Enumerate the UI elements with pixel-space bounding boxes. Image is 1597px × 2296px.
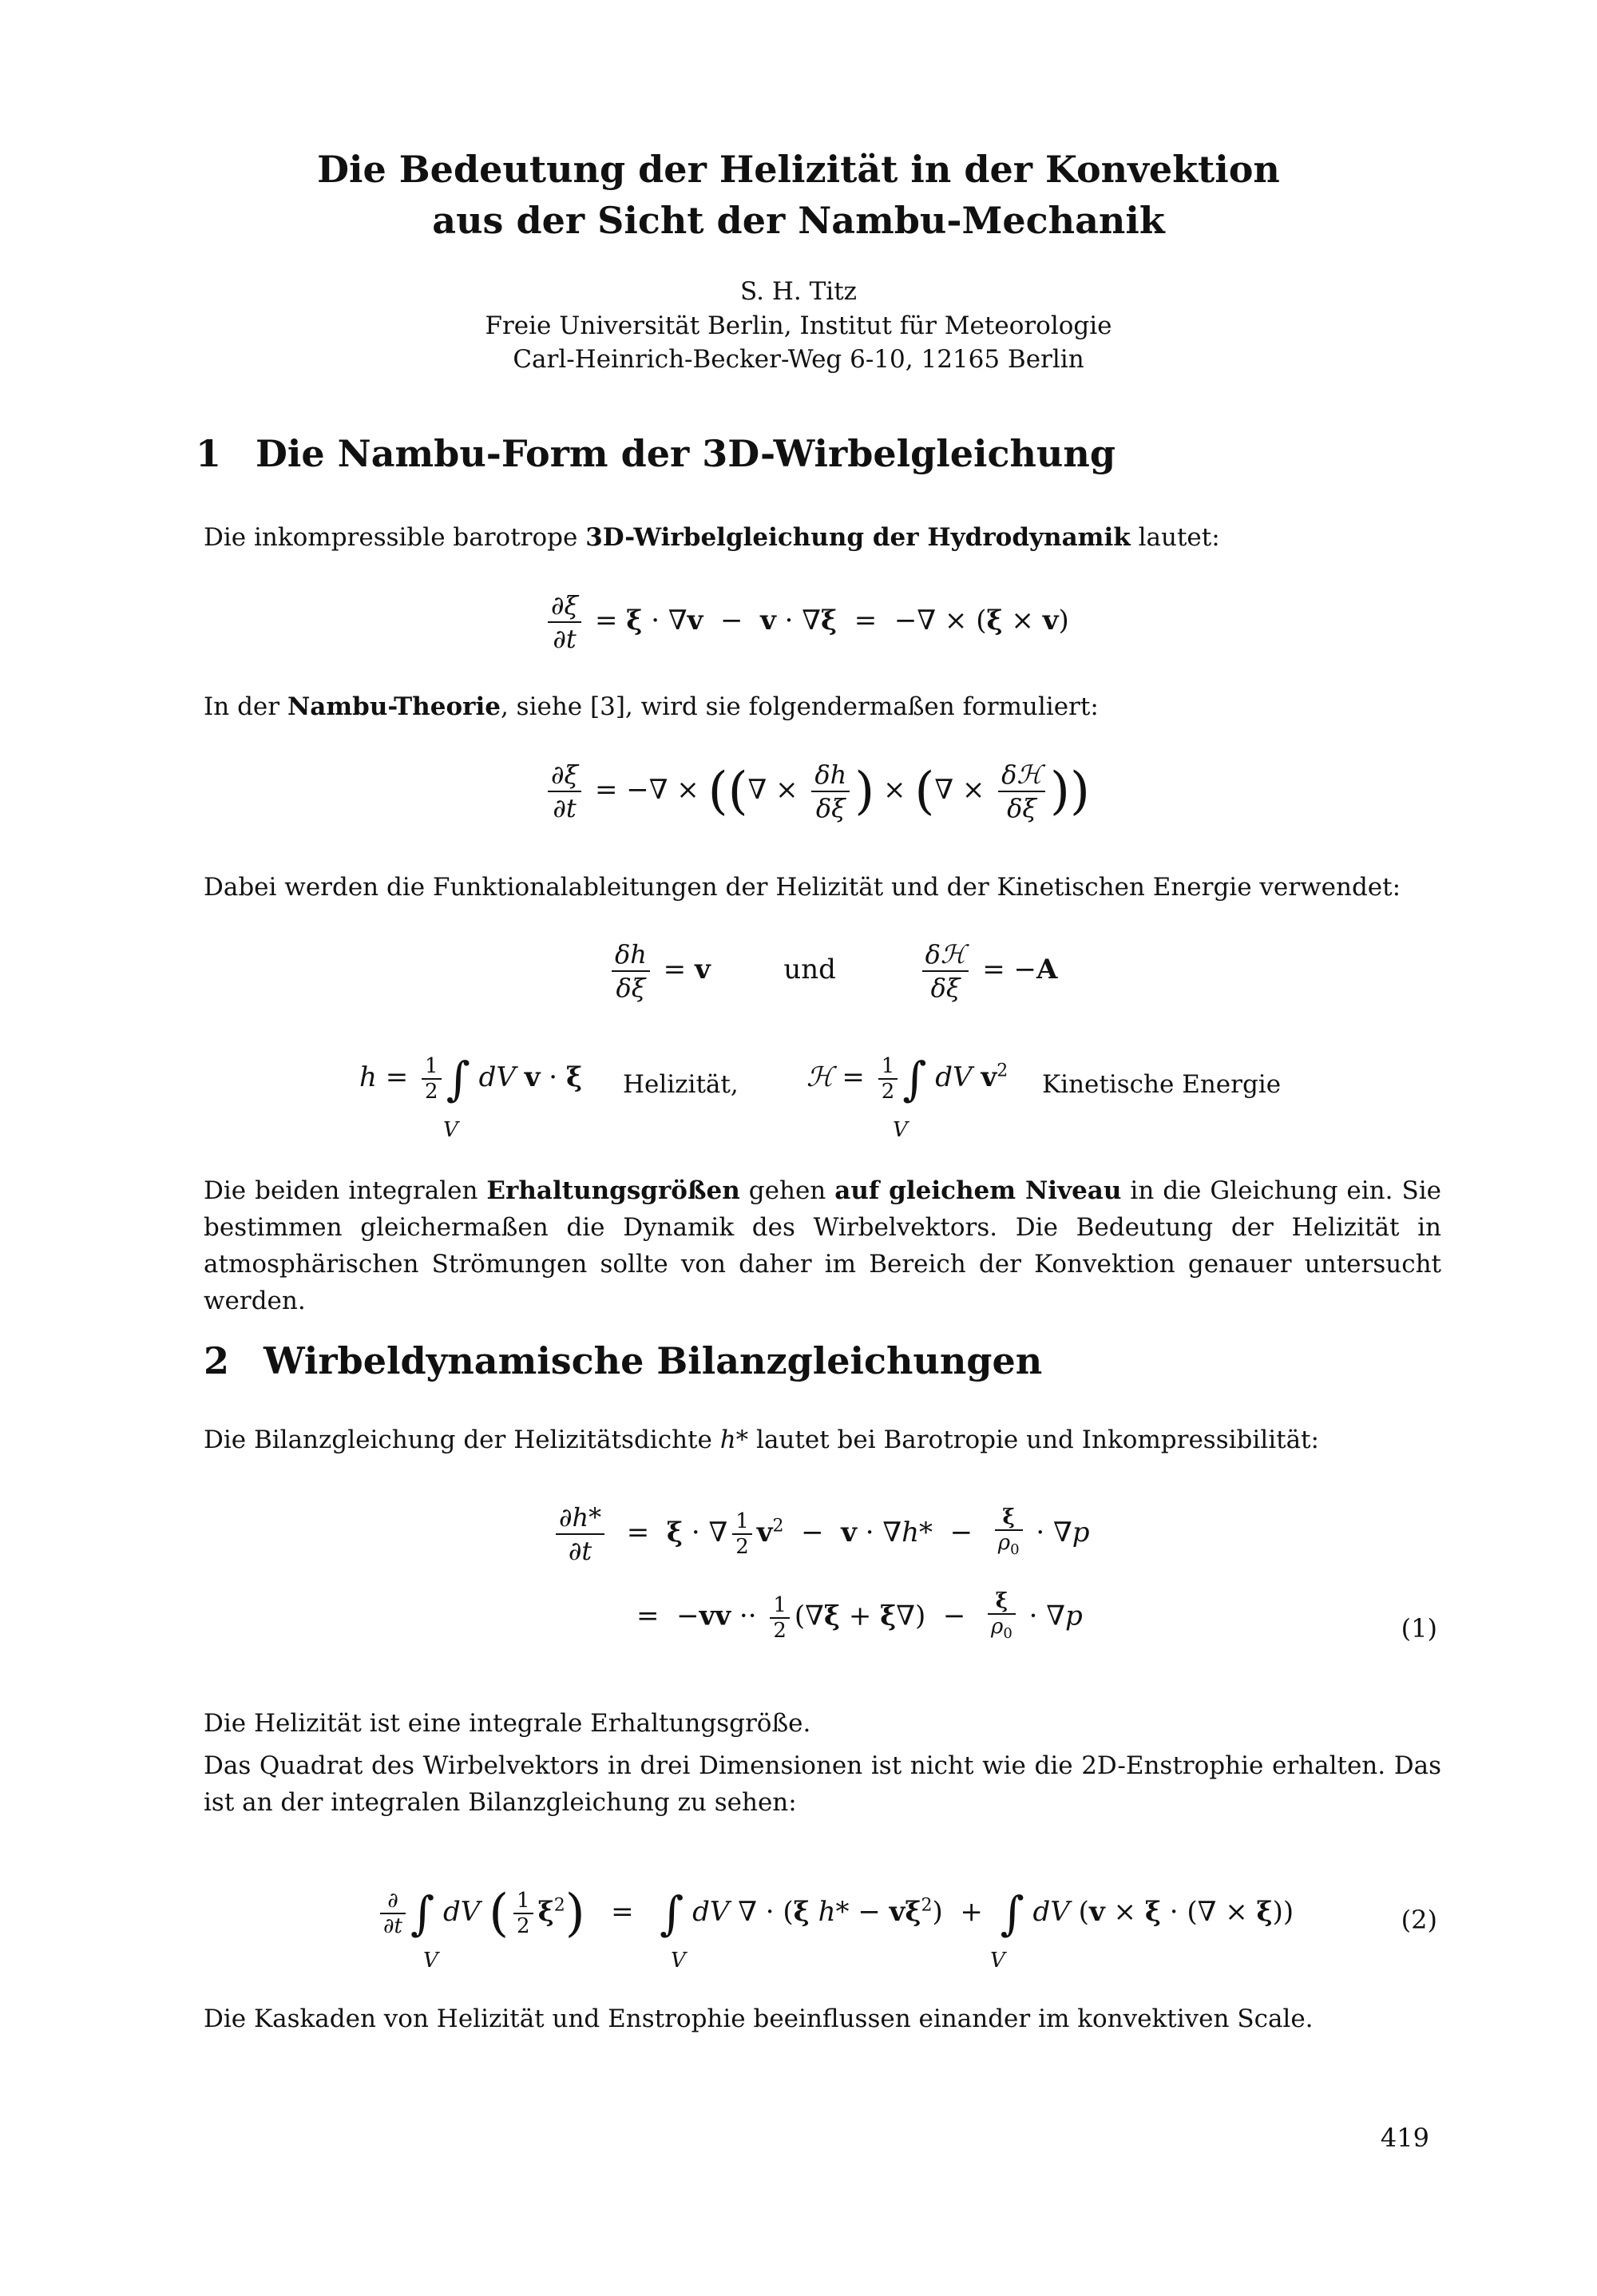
und-label: und <box>783 954 836 985</box>
integral-domain-v-4: V <box>671 1949 686 1973</box>
section-2-paragraph-4: Die Kaskaden von Helizität und Enstrophie beeinflussen einander im konvektiven Scale. <box>204 2005 1314 2033</box>
author-address: Carl-Heinrich-Becker-Weg 6-10, 12165 Berlin <box>513 345 1084 374</box>
section-2-paragraph-3: Das Quadrat des Wirbelvektors in drei Dimensionen ist nicht wie die 2D-Enstrophie erhalten. Das ist an der integralen Bilanzgleichung zu sehen: <box>204 1751 1441 1817</box>
section-1-paragraph-4: Die beiden integralen Erhaltungsgrößen gehen auf gleichem Niveau in die Gleichung ein. Sie bestimmen gleichermaßen die Dynamik des Wirbelvektors. Die Bedeutung der Helizität in atmosphärischen Strömungen sollte von daher im Bereich der Konvektion genauer untersucht werden. <box>204 1176 1441 1315</box>
section-1-title: Die Nambu-Form der 3D-Wirbelgleichung <box>256 432 1116 475</box>
equation-energy-definition: ℋ = $\frac{1}{2}$ ∫ dV $v^2$ <box>806 1052 1009 1106</box>
section-1-paragraph-1: Die inkompressible barotrope 3D-Wirbelgleichung der Hydrodynamik lautet: <box>204 523 1220 552</box>
section-2-number: 2 <box>204 1339 230 1382</box>
section-1-number: 1 <box>196 432 222 475</box>
paper-title-line-2: aus der Sicht der Nambu-Mechanik <box>432 199 1165 242</box>
section-2-paragraph-2: Die Helizität ist eine integrale Erhaltungsgröße. <box>204 1709 811 1738</box>
equation-2-number: (2) <box>1401 1905 1437 1935</box>
equation-1-number: (1) <box>1401 1613 1437 1644</box>
author-name: S. H. Titz <box>740 277 857 306</box>
equation-1-line-2: = −vv ·· $\frac{1}{2}$ (∇ξ + ξ∇) − $\frac{\xi}{\rho_0}$ · ∇p <box>636 1589 1083 1643</box>
helicity-label: Helizität, <box>623 1070 739 1099</box>
section-1-heading <box>196 431 1116 476</box>
integral-domain-v-1: V <box>443 1118 458 1142</box>
equation-nambu-form: $\frac{\partial\xi}{\partial t}$ = −∇ × ((∇ × $\frac{\delta h}{\delta\xi}$ ) × (∇ × $\frac{\text{δℋ}}{\delta\xi}$ )) <box>543 759 1090 824</box>
integral-domain-v-5: V <box>990 1949 1005 1973</box>
page-number: 419 <box>1380 2123 1429 2153</box>
equation-helicity-definition: h = $\frac{1}{2}$ ∫ dV v · ξ <box>359 1052 583 1106</box>
section-2-heading <box>204 1338 1042 1383</box>
integral-domain-v-2: V <box>893 1118 908 1142</box>
equation-vorticity: $\frac{\partial\xi}{\partial t}$ = ξ · ∇v − v · ∇ξ = −∇ × (ξ × v) <box>543 589 1069 655</box>
author-affiliation: Freie Universität Berlin, Institut für Meteorologie <box>485 311 1112 340</box>
integral-domain-v-3: V <box>423 1949 438 1973</box>
equation-1-line-1: $\frac{\partial h*}{\partial t}$ = ξ · ∇ $\frac{1}{2}$ $v^2 - v \cdot \nabla h*$ − $\frac{\xi}{\rho_0}$ · ∇p <box>551 1501 1089 1567</box>
section-2-title: Wirbeldynamische Bilanzgleichungen <box>264 1339 1043 1382</box>
section-1-paragraph-2: In der Nambu-Theorie, siehe [3], wird sie folgendermaßen formuliert: <box>204 692 1099 721</box>
energy-label: Kinetische Energie <box>1042 1070 1282 1099</box>
section-1-paragraph-3: Dabei werden die Funktionalableitungen der Helizität und der Kinetischen Energie verwendet: <box>204 873 1401 902</box>
equation-functional-derivatives: $\frac{\delta h}{\delta\xi}$ = v und $\frac{\text{δℋ}}{\delta\xi}$ = −A <box>607 938 1057 1004</box>
paper-title-line-1: Die Bedeutung der Helizität in der Konvektion <box>317 148 1280 191</box>
equation-2: $\frac{\partial}{\partial t}$ ∫ dV ( $\frac{1}{2}$ $\xi^2$) = ∫ dV ∇ · (ξ $h* - v\xi^2$) + ∫ dV (v × ξ · (∇ × ξ)) <box>375 1889 1294 1938</box>
section-2-paragraph-1: Die Bilanzgleichung der Helizitätsdichte h* lautet bei Barotropie und Inkompressibilität: <box>204 1426 1319 1454</box>
